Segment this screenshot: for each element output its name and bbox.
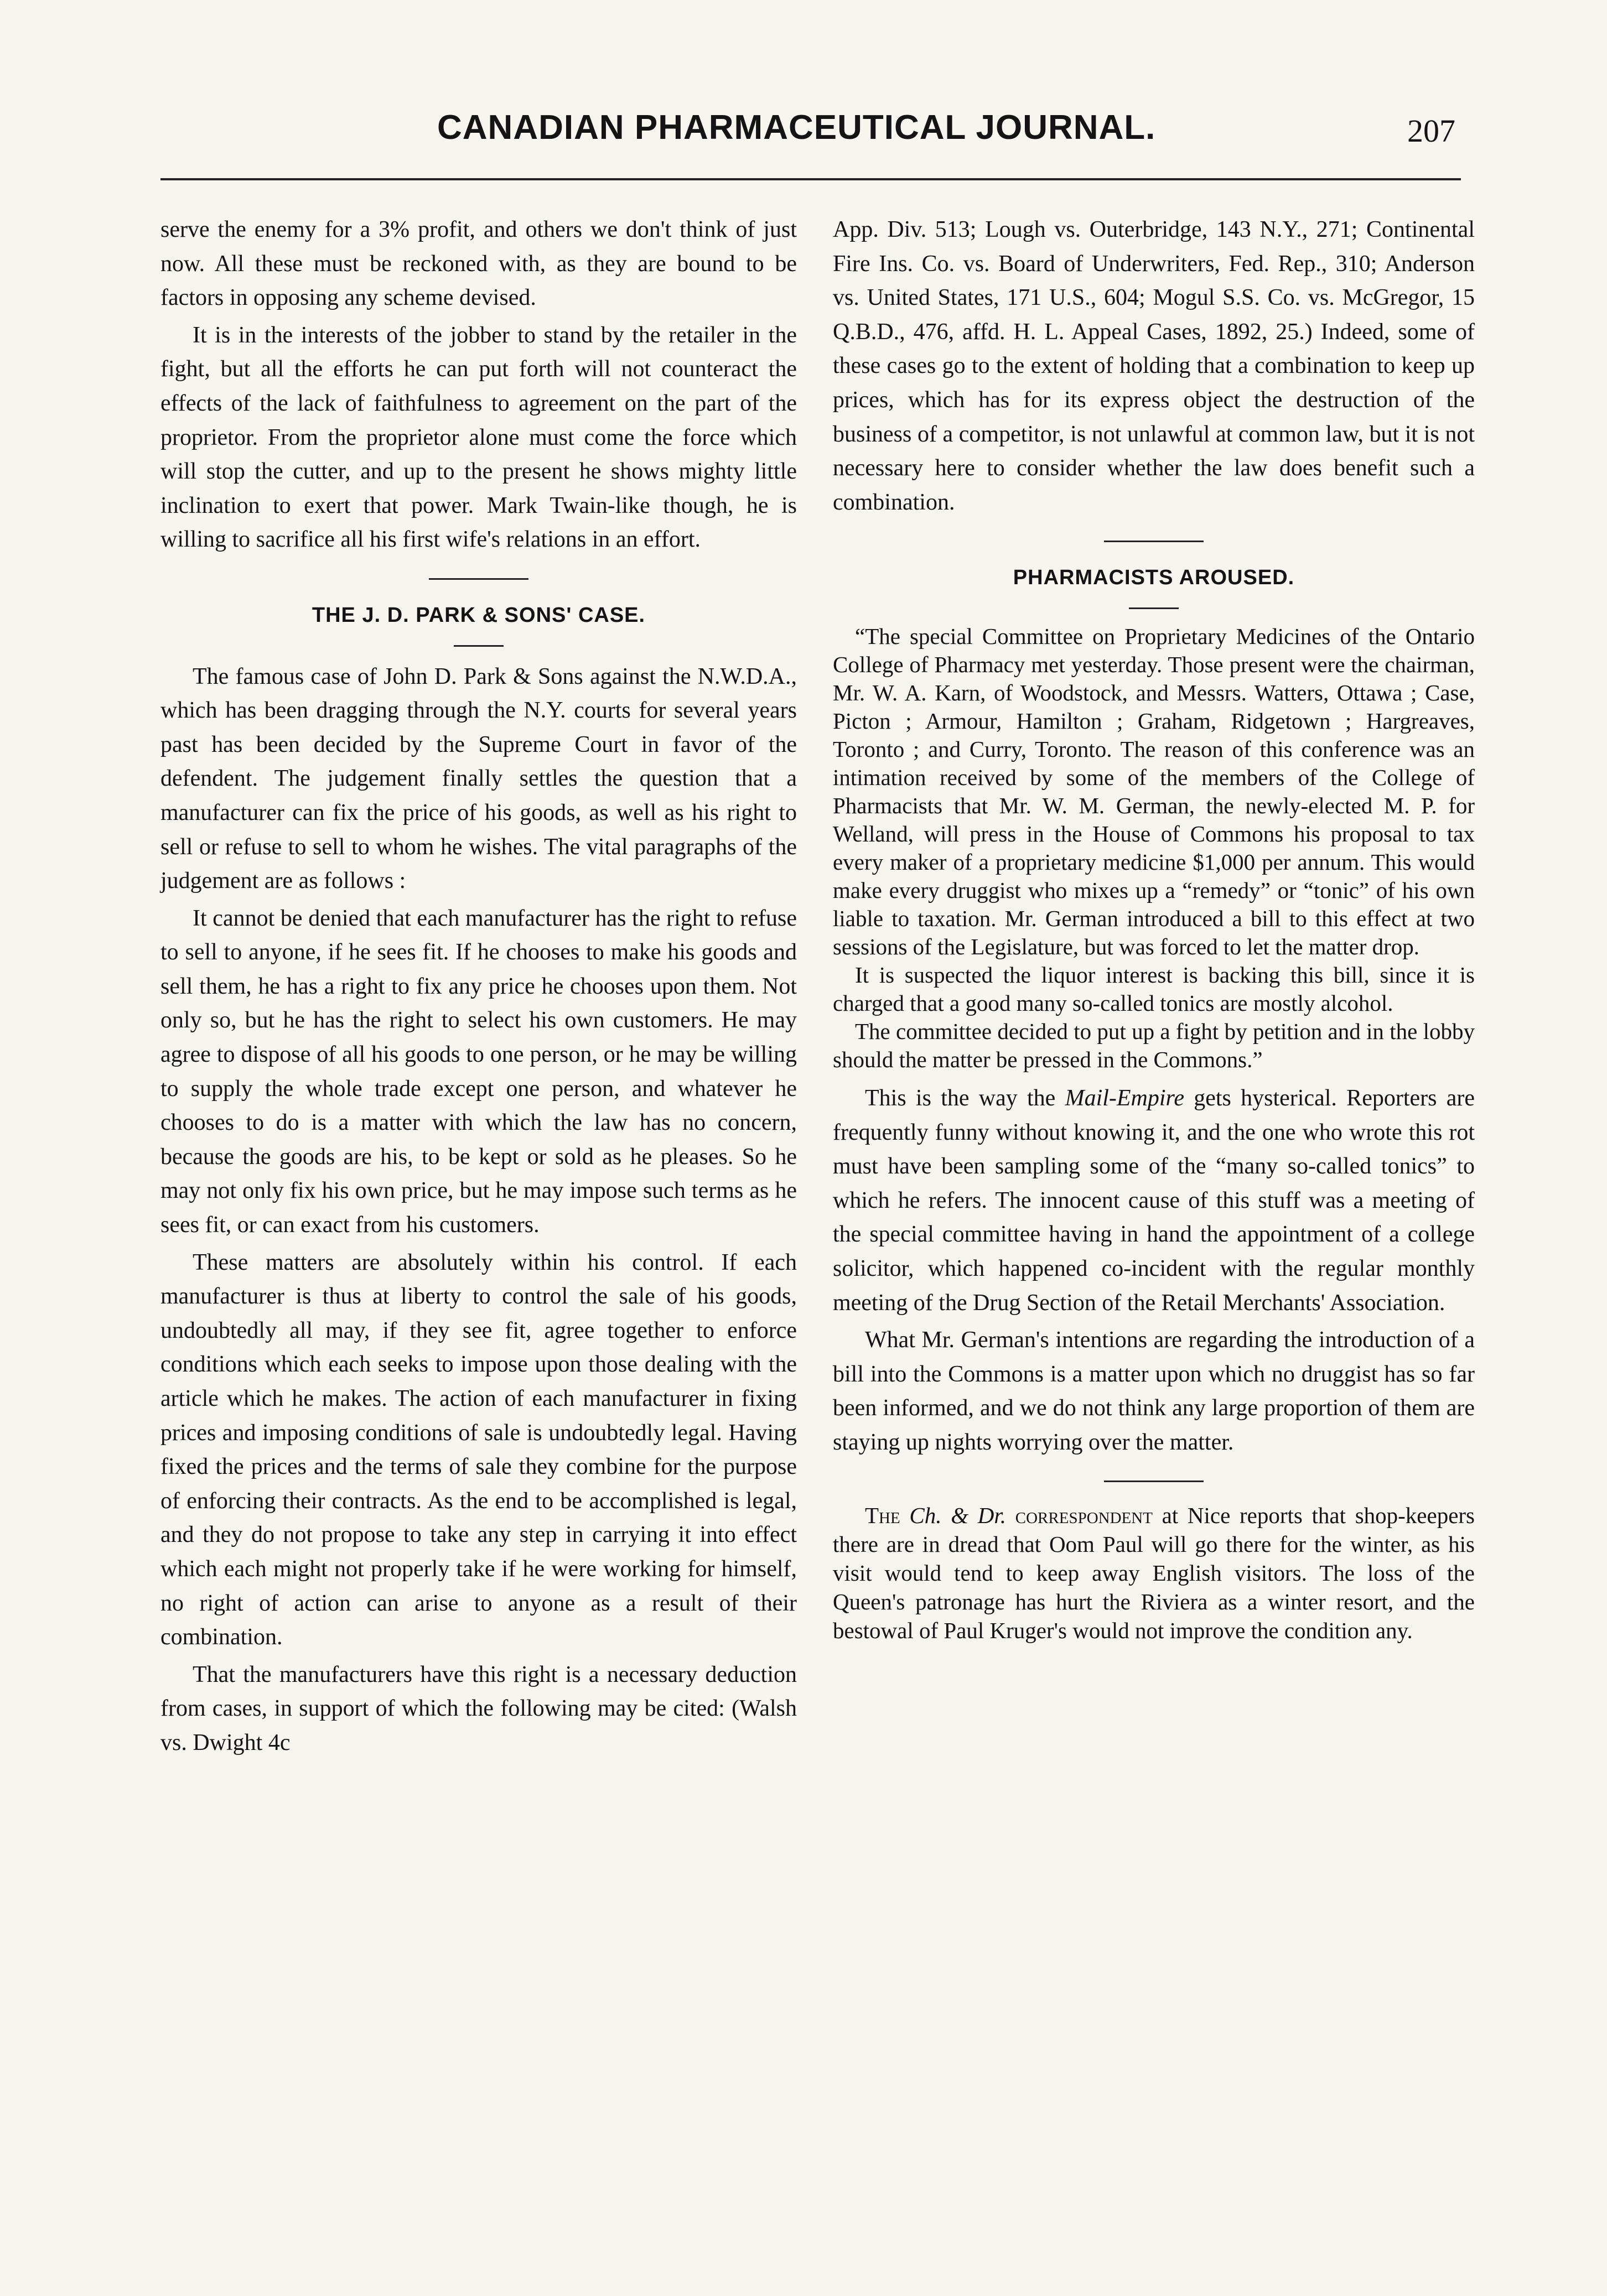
section-heading-pharmacists: PHARMACISTS AROUSED. <box>1013 566 1295 590</box>
paragraph <box>833 1082 1475 1320</box>
page-header <box>160 108 1472 163</box>
paragraph: The famous case of John D. Park & Sons against the N.W.D.A., which has been dragging through the N.Y. courts for several years past has been decided by the Supreme Court in favor of the defendent. The judgement finally settles the question that a manufacturer can fix the price of his goods, as well as his right to sell or refuse to sell to whom he wishes. The vital paragraphs of the judgement are as follows : <box>160 663 797 894</box>
paragraph: serve the enemy for a 3% profit, and others we don't think of just now. All these must be reckoned with, as they are bound to be factors in opposing any scheme devised. <box>160 217 797 311</box>
paragraph: It is in the interests of the jobber to stand by the retailer in the fight, but all the efforts he can put forth will not counteract the effects of the lack of faithfulness to agreement on the part of the proprietor. From the proprietor alone must come the force which will stop the cutter, and up to the present he shows mighty little inclination to exert that power. Mark Twain-like though, he is willing to sacrifice all his first wife's relations in an effort. <box>160 322 797 553</box>
newspaper-name: Mail-Empire <box>1065 1085 1184 1111</box>
section-heading-park-case: THE J. D. PARK & SONS' CASE. <box>312 603 646 627</box>
text-run: This is the way the <box>865 1085 1065 1111</box>
publication-name: Ch. & Dr. <box>909 1503 1007 1529</box>
news-note <box>833 1501 1475 1645</box>
text-run: at Nice reports that shop-keepers there are in dread that Oom Paul will go there for the winter, as his visit would tend to keep away English visitors. The loss of the Queen's patronage has hurt the Riviera as a winter resort, and the bestowal of Paul Kruger's would not improve the condition any. <box>833 1503 1475 1644</box>
block-quote <box>833 622 1475 1074</box>
text-run: correspondent <box>1015 1503 1153 1529</box>
heading-divider <box>1129 607 1179 609</box>
text-run: gets hysterical. Reporters are frequently funny without knowing it, and the one who wrote this rot must have been sampling some of the “many so-called tonics” to which he refers. The innocent cause of this stuff was a meeting of the special committee having in hand the appointment of a college solicitor, which happened co-incident with the regular monthly meeting of the Drug Section of the Retail Merchants' Association. <box>833 1085 1475 1316</box>
section-divider <box>429 578 528 580</box>
quote-paragraph: The committee decided to put up a fight by petition and in the lobby should the matter be pressed in the Commons.” <box>833 1018 1475 1072</box>
paragraph: What Mr. German's intentions are regarding the introduction of a bill into the Commons is a matter upon which no druggist has so far been informed, and we do not think any large proportion of them are staying up nights worrying over the matter. <box>833 1327 1475 1455</box>
text-run: The <box>865 1503 900 1529</box>
left-column <box>160 213 797 1764</box>
paragraph: These matters are absolutely within his control. If each manufacturer is thus at liberty to control the sale of his goods, undoubtedly all may, if they see fit, agree together to enforce conditions which each seeks to impose upon those dealing with the article which he makes. The action of each manufacturer in fixing prices and imposing conditions of sale is undoubtedly legal. Having fixed the prices and the terms of sale they combine for the purpose of enforcing their contracts. As the end to be accomplished is legal, and they do not propose to take any step in carrying it into effect which each might not properly take if he were working for himself, no right of action can arise to anyone as a result of their combination. <box>160 1249 797 1650</box>
quote-paragraph: It is suspected the liquor interest is backing this bill, since it is charged that a good many so-called tonics are mostly alcohol. <box>833 962 1475 1016</box>
paragraph: App. Div. 513; Lough vs. Outerbridge, 143 N.Y., 271; Continental Fire Ins. Co. vs. Board of Underwriters, Fed. Rep., 310; Anderson vs. United States, 171 U.S., 604; Mogul S.S. Co. vs. McGregor, 15 Q.B.D., 476, affd. H. L. Appeal Cases, 1892, 25.) Indeed, some of these cases go to the extent of holding that a combination to keep up prices, which has for its express object the destruction of the business of a competitor, is not unlawful at common law, but it is not necessary here to consider whether the law does benefit such a combination. <box>833 217 1475 515</box>
section-divider <box>1104 541 1204 542</box>
paragraph: It cannot be denied that each manufacturer has the right to refuse to sell to anyone, if he sees fit. If he chooses to make his goods and sell them, he has a right to fix any price he chooses upon them. Not only so, but he has the right to select his own customers. He may agree to dispose of all his goods to one person, or he may be willing to supply the whole trade except one person, and whatever he chooses to do is a matter with which the law has no concern, because the goods are his, to be kept or sold as he pleases. So he may not only fix his own price, but he may impose such terms as he sees fit, or can exact from his customers. <box>160 905 797 1238</box>
section-divider <box>1104 1481 1204 1482</box>
running-title: CANADIAN PHARMACEUTICAL JOURNAL. <box>437 108 1156 147</box>
right-column <box>833 213 1475 1648</box>
header-rule <box>160 178 1461 180</box>
heading-divider <box>454 645 504 647</box>
quote-paragraph: “The special Committee on Proprietary Medicines of the Ontario College of Pharmacy met yesterday. Those present were the chairman, Mr. W. A. Karn, of Woodstock, and Messrs. Watters, Ottawa ; Case, Picton ; Armour, Hamilton ; Graham, Ridgetown ; Hargreaves, Toronto ; and Curry, Toronto. The reason of this conference was an intimation received by some of the members of the College of Pharmacists that Mr. W. M. German, the newly-elected M. P. for Welland, will press in the House of Commons his proposal to tax every maker of a proprietary medicine $1,000 per annum. This would make every druggist who mixes up a “remedy” or “tonic” of his own liable to taxation. Mr. German introduced a bill to this effect at two sessions of the Legislature, but was forced to let the matter drop. <box>833 623 1475 959</box>
page-number: 207 <box>1407 113 1455 149</box>
paragraph: That the manufacturers have this right is a necessary deduction from cases, in support of which the following may be cited: (Walsh vs. Dwight 4c <box>160 1661 797 1755</box>
